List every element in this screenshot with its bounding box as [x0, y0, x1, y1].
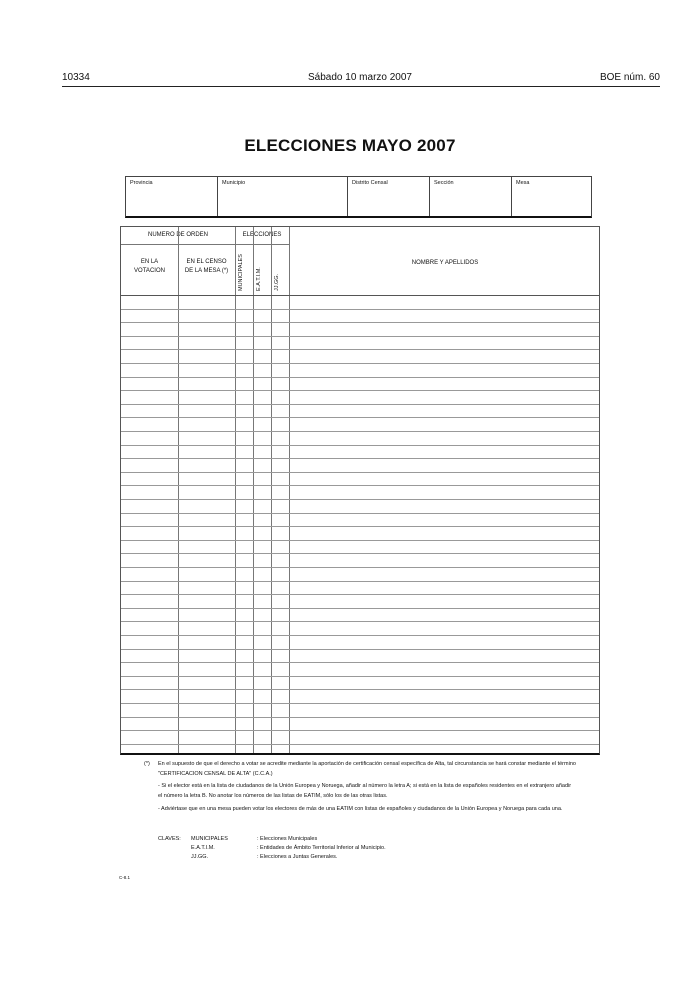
field-distrito-censal[interactable]: Distrito Censal [348, 177, 430, 216]
page-title: ELECCIONES MAYO 2007 [244, 136, 456, 155]
clave-desc: : Entidades de Ámbito Territorial Inferior al Municipio. [257, 844, 386, 851]
table-row-line [121, 472, 599, 473]
table-row-line [121, 635, 599, 636]
table-row-line [121, 621, 599, 622]
form-code: C-8.1 [119, 875, 131, 880]
field-mesa[interactable]: Mesa [516, 180, 530, 186]
table-row-line [121, 309, 599, 310]
publication-name: BOE núm. 60 [599, 72, 660, 83]
table-row-line [121, 390, 599, 391]
col-nombre-apellidos: NOMBRE Y APELLIDOS [411, 260, 479, 266]
field-seccion[interactable]: Sección [430, 177, 512, 216]
table-row-line [121, 363, 599, 364]
table-row-line [121, 431, 599, 432]
footnote-3: - Adviértase que en una mesa pueden votar los electores de más de una EATIM con listas de españoles y ciudadanos de la Unión Europea y Noruega para cada una. [158, 805, 563, 812]
footnote-1 [144, 760, 576, 779]
group-elecciones: ELECCIONES [242, 232, 282, 238]
publication-date: Sábado 10 marzo 2007 [308, 72, 412, 83]
table-row-line [121, 322, 599, 323]
asterisk-marker: (*) [144, 761, 150, 767]
table-row-line [121, 553, 599, 554]
table-row-line [121, 581, 599, 582]
clave-desc: : Elecciones a Juntas Generales. [257, 853, 338, 860]
table-row-line [121, 526, 599, 527]
table-row-line [121, 594, 599, 595]
claves-label: CLAVES: [158, 836, 181, 842]
clave-key: E.A.T.I.M. [191, 844, 215, 851]
footnote-1-text: En el supuesto de que el derecho a votar se acredite mediante la aportación de certificación censal específica de Alta, tal circunstancia se hará constar mediante el término "CERTIFICACION CENSAL DE ALTA" (C.C.A.) [158, 761, 576, 777]
table-row-line [121, 608, 599, 609]
group-numero-orden: NUMERO DE ORDEN [147, 232, 208, 238]
field-municipio[interactable]: Municipio [218, 177, 348, 216]
claves-legend [158, 835, 386, 861]
clave-desc: : Elecciones Municipales [257, 836, 318, 842]
table-row-line [121, 730, 599, 731]
clave-row [158, 844, 386, 853]
table-row-line [121, 540, 599, 541]
clave-row [158, 835, 386, 844]
voter-table [120, 226, 600, 755]
clave-key: MUNICIPALES [191, 836, 228, 842]
table-row-line [121, 377, 599, 378]
table-row-line [121, 445, 599, 446]
table-row-line [121, 567, 599, 568]
table-row-line [121, 295, 599, 296]
col-eatim: E.A.T.I.M. [256, 267, 262, 291]
table-row-line [121, 336, 599, 337]
field-provincia[interactable]: Provincia [126, 177, 218, 216]
info-box [125, 176, 592, 218]
header-rule [62, 86, 660, 87]
table-row-line [121, 349, 599, 350]
table-row-line [121, 717, 599, 718]
table-row-line [121, 417, 599, 418]
table-row-line [121, 676, 599, 677]
col-jjgg: JJ.GG. [274, 273, 280, 291]
column-divider [178, 227, 179, 753]
table-row-line [121, 662, 599, 663]
table-row-line [121, 499, 599, 500]
col-municipales: MUNICIPALES [238, 254, 244, 291]
clave-key: JJ.GG. [191, 853, 209, 860]
footnote-2: - Si el elector está en la lista de ciudadanos de la Unión Europea y Noruega, añadir al número la letra A; si está en la lista de españoles residentes en el extranjero añadir el número la letra B. No anotar los números de las listas de EATIM, sólo los de las otras listas. [158, 783, 572, 799]
table-row-line [121, 458, 599, 459]
table-row-line [121, 485, 599, 486]
page-number: 10334 [62, 72, 90, 83]
group-header-divider [121, 244, 289, 245]
table-row-line [121, 404, 599, 405]
column-divider [289, 227, 290, 753]
table-row-line [121, 649, 599, 650]
footnotes [144, 760, 576, 817]
table-row-line [121, 703, 599, 704]
table-row-line [121, 513, 599, 514]
column-divider [235, 227, 236, 753]
column-divider [271, 227, 272, 753]
clave-row [158, 853, 386, 862]
column-divider [253, 227, 254, 753]
table-row-line [121, 689, 599, 690]
table-row-line [121, 744, 599, 745]
col-en-el-censo: EN EL CENSO DE LA MESA (*) [184, 259, 229, 274]
col-en-la-votacion: EN LA VOTACION [134, 259, 165, 274]
